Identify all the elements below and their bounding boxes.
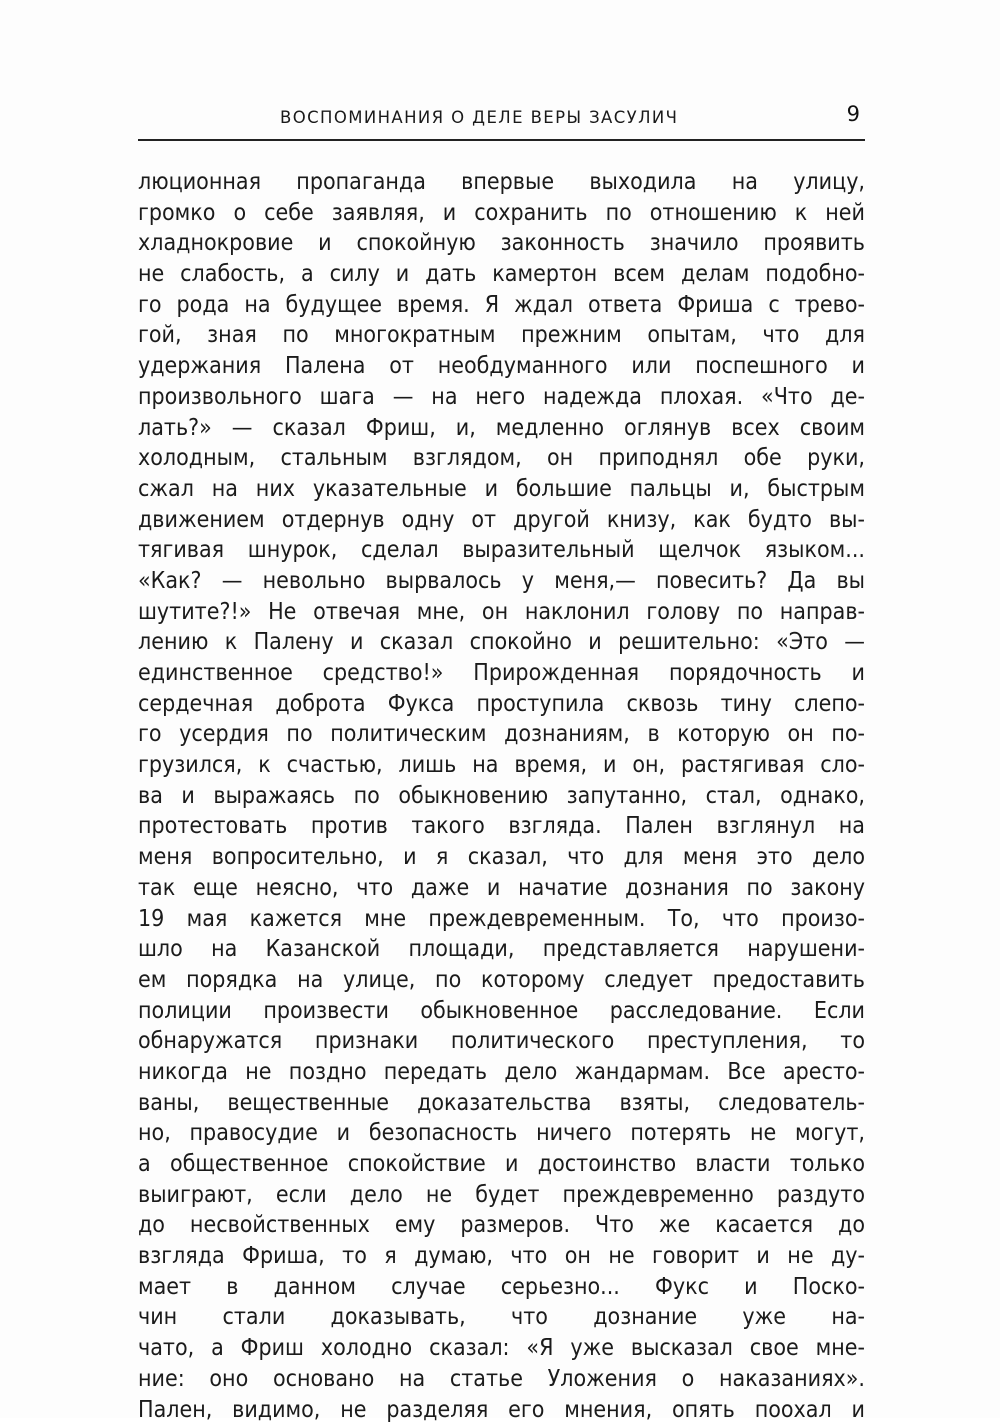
text-line: движением отдернув одну от другой книзу, как будто вы- [138, 505, 865, 536]
text-line: шло на Казанской площади, представляется нарушени- [138, 934, 865, 965]
running-header [138, 104, 868, 138]
body-text [138, 167, 865, 1425]
text-line: «Как? — невольно вырвалось у меня,— повесить? Да вы [138, 566, 865, 597]
text-line: шутите?!» Не отвечая мне, он наклонил голову по направ- [138, 597, 865, 628]
text-line: мает в данном случае серьезно... Фукс и Поско- [138, 1272, 865, 1303]
text-line: грузился, к счастью, лишь на время, и он, растягивая сло- [138, 750, 865, 781]
text-line: лать?» — сказал Фриш, и, медленно оглянув всех своим [138, 413, 865, 444]
text-line: так еще неясно, что даже и начатие дознания по закону [138, 873, 865, 904]
text-line: единственное средство!» Прирожденная порядочность и [138, 658, 865, 689]
text-line: обнаружатся признаки политического преступления, то [138, 1026, 865, 1057]
text-line: взгляда Фриша, то я думаю, что он не говорит и не ду- [138, 1241, 865, 1272]
page-number: 9 [847, 102, 860, 126]
text-line: чин стали доказывать, что дознание уже на- [138, 1302, 865, 1333]
text-line: но, правосудие и безопасность ничего потерять не могут, [138, 1118, 865, 1149]
text-line: ние: оно основано на статье Уложения о наказаниях». [138, 1364, 865, 1395]
text-line: произвольного шага — на него надежда плохая. «Что де- [138, 382, 865, 413]
text-line: гой, зная по многократным прежним опытам, что для [138, 320, 865, 351]
text-line: сердечная доброта Фукса проступила сквозь тину слепо- [138, 689, 865, 720]
text-line: а общественное спокойствие и достоинство власти только [138, 1149, 865, 1180]
text-line: тягивая шнурок, сделал выразительный щелчок языком... [138, 535, 865, 566]
text-line: до несвойственных ему размеров. Что же касается до [138, 1210, 865, 1241]
text-line: люционная пропаганда впервые выходила на улицу, [138, 167, 865, 198]
text-line: ва и выражаясь по обыкновению запутанно, стал, однако, [138, 781, 865, 812]
text-line: выиграют, если дело не будет преждевременно раздуто [138, 1180, 865, 1211]
text-line: Пален, видимо, не разделяя его мнения, опять поохал и [138, 1395, 865, 1425]
text-line: хладнокровие и спокойную законность значило проявить [138, 228, 865, 259]
text-line: чато, а Фриш холодно сказал: «Я уже высказал свое мне- [138, 1333, 865, 1364]
text-line: сжал на них указательные и большие пальцы и, быстрым [138, 474, 865, 505]
header-rule [138, 139, 865, 141]
text-line: меня вопросительно, и я сказал, что для меня это дело [138, 842, 865, 873]
text-line: никогда не поздно передать дело жандармам. Все аресто- [138, 1057, 865, 1088]
text-line: холодным, стальным взглядом, он приподнял обе руки, [138, 443, 865, 474]
text-line: протестовать против такого взгляда. Пален взглянул на [138, 811, 865, 842]
text-line: не слабость, а силу и дать камертон всем делам подобно- [138, 259, 865, 290]
running-title: ВОСПОМИНАНИЯ О ДЕЛЕ ВЕРЫ ЗАСУЛИЧ [280, 108, 678, 127]
text-line: 19 мая кажется мне преждевременным. То, что произо- [138, 904, 865, 935]
text-line: полиции произвести обыкновенное расследование. Если [138, 996, 865, 1027]
text-line: громко о себе заявляя, и сохранить по отношению к ней [138, 198, 865, 229]
text-line: го рода на будущее время. Я ждал ответа Фриша с трево- [138, 290, 865, 321]
text-line: удержания Палена от необдуманного или поспешного и [138, 351, 865, 382]
text-line: го усердия по политическим дознаниям, в которую он по- [138, 719, 865, 750]
text-line: лению к Палену и сказал спокойно и решительно: «Это — [138, 627, 865, 658]
text-line: ваны, вещественные доказательства взяты, следователь- [138, 1088, 865, 1119]
text-line: ем порядка на улице, по которому следует предоставить [138, 965, 865, 996]
